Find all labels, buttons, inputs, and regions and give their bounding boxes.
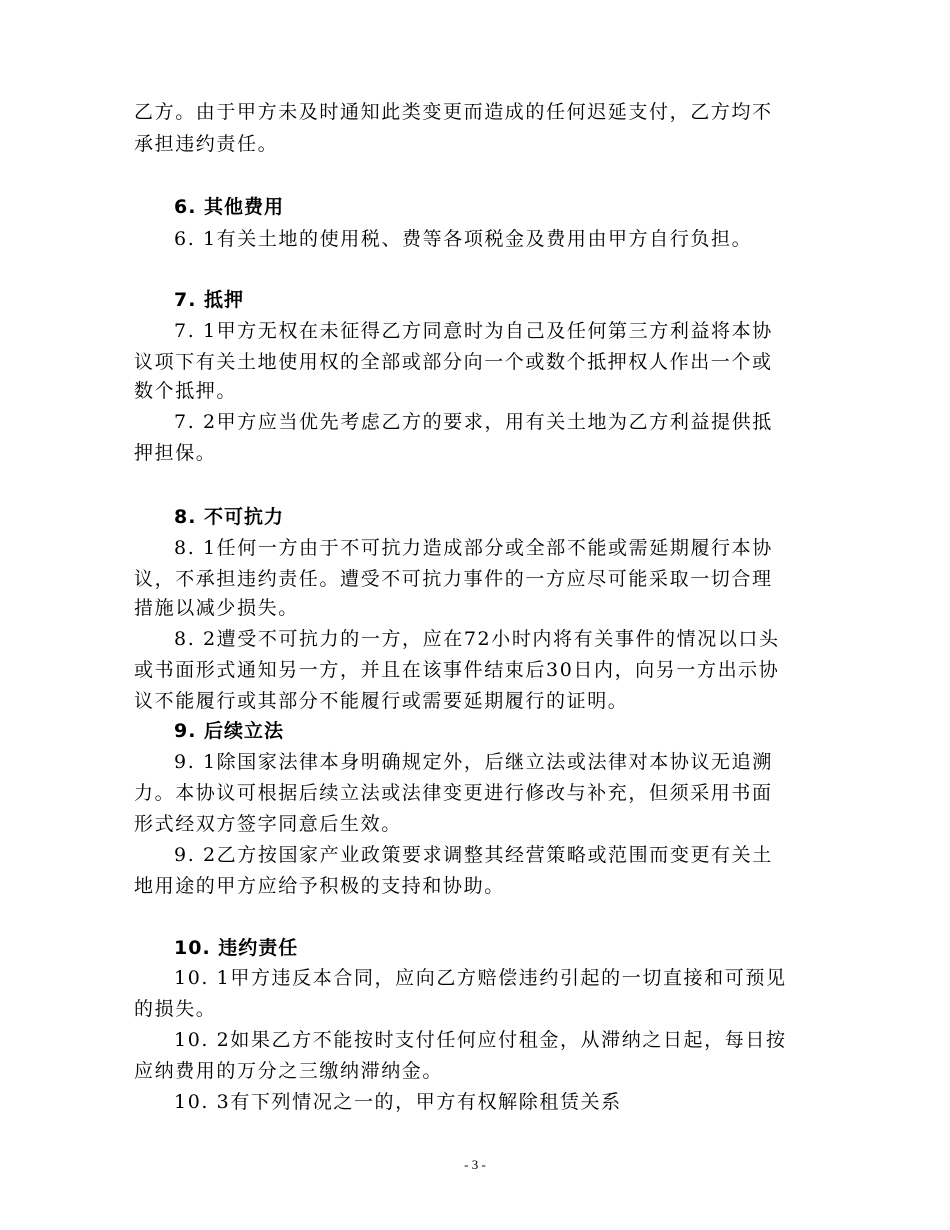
paragraph-line: 形式经双方签字同意后生效。	[134, 813, 402, 835]
paragraph-line: 议，不承担违约责任。遭受不可抗力事件的一方应尽可能采取一切合理	[134, 568, 773, 590]
section-heading-7: 7. 抵押	[174, 289, 245, 311]
paragraph-line: 或书面形式通知另一方，并且在该事件结束后30日内，向另一方出示协	[134, 659, 780, 681]
section-heading-9: 9. 后续立法	[174, 720, 285, 742]
paragraph-line: 承担违约责任。	[134, 133, 279, 155]
clause-10-3: 10. 3有下列情况之一的，甲方有权解除租赁关系	[174, 1091, 622, 1113]
clause-10-1: 10. 1甲方违反本合同，应向乙方赔偿违约引起的一切直接和可预见	[174, 967, 787, 989]
clause-6-1: 6. 1有关土地的使用税、费等各项税金及费用由甲方自行负担。	[174, 228, 753, 250]
paragraph-line: 的损失。	[134, 998, 217, 1020]
clause-8-2: 8. 2遭受不可抗力的一方，应在72小时内将有关事件的情况以口头	[174, 628, 780, 650]
paragraph-line: 地用途的甲方应给予积极的支持和协助。	[134, 875, 505, 897]
page-number: - 3 -	[464, 1157, 486, 1172]
paragraph-line: 数个抵押。	[134, 380, 238, 402]
clause-7-1: 7. 1甲方无权在未征得乙方同意时为自己及任何第三方利益将本协	[174, 320, 773, 342]
clause-9-1: 9. 1除国家法律本身明确规定外，后继立法或法律对本协议无追溯	[174, 751, 773, 773]
paragraph-line: 应纳费用的万分之三缴纳滞纳金。	[134, 1060, 444, 1082]
clause-7-2: 7. 2甲方应当优先考虑乙方的要求，用有关土地为乙方利益提供抵	[174, 411, 773, 433]
paragraph-line: 议项下有关土地使用权的全部或部分向一个或数个抵押权人作出一个或	[134, 351, 773, 373]
paragraph-line: 乙方。由于甲方未及时通知此类变更而造成的任何迟延支付，乙方均不	[134, 101, 773, 123]
clause-9-2: 9. 2乙方按国家产业政策要求调整其经营策略或范围而变更有关土	[174, 844, 773, 866]
paragraph-line: 措施以减少损失。	[134, 597, 299, 619]
section-heading-8: 8. 不可抗力	[174, 506, 285, 528]
paragraph-line: 押担保。	[134, 442, 217, 464]
section-heading-6: 6. 其他费用	[174, 196, 285, 218]
clause-8-1: 8. 1任何一方由于不可抗力造成部分或全部不能或需延期履行本协	[174, 537, 773, 559]
section-heading-10: 10. 违约责任	[174, 937, 299, 959]
paragraph-line: 力。本协议可根据后续立法或法律变更进行修改与补充，但须采用书面	[134, 782, 773, 804]
paragraph-line: 议不能履行或其部分不能履行或需要延期履行的证明。	[134, 690, 629, 712]
clause-10-2: 10. 2如果乙方不能按时支付任何应付租金，从滞纳之日起，每日按	[174, 1029, 787, 1051]
